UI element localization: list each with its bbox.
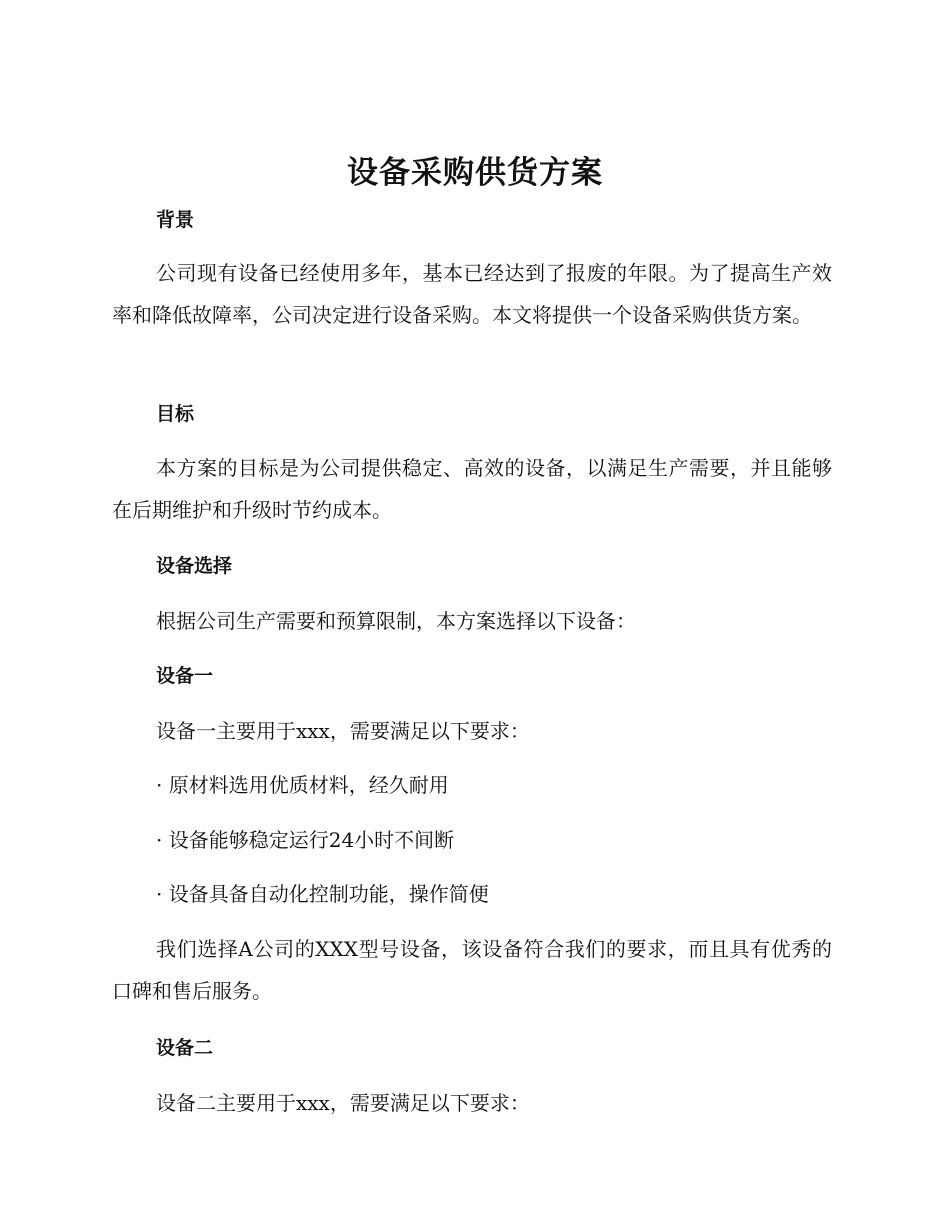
heading-background: 背景 [156, 209, 195, 231]
heading-goal: 目标 [156, 403, 195, 425]
document-title: 设备采购供货方案 [347, 155, 603, 191]
paragraph-background: 公司现有设备已经使用多年，基本已经达到了报废的年限。为了提高生产效率和降低故障率，公司决定进行设备采购。本文将提供一个设备采购供货方案。 [112, 261, 832, 327]
paragraph-device-one-choice: 我们选择A公司的XXX型号设备，该设备符合我们的要求，而且具有优秀的口碑和售后服务。 [112, 937, 832, 1003]
paragraph-device-one-intro: 设备一主要用于xxx，需要满足以下要求： [156, 719, 530, 743]
requirement-item: · 设备具备自动化控制功能，操作简便 [156, 882, 489, 906]
requirement-item: · 设备能够稳定运行24小时不间断 [156, 828, 455, 852]
heading-device-one: 设备一 [156, 665, 214, 687]
paragraph-goal: 本方案的目标是为公司提供稳定、高效的设备，以满足生产需要，并且能够在后期维护和升级时节约成本。 [112, 456, 832, 522]
heading-device-two: 设备二 [156, 1037, 214, 1059]
paragraph-device-two-intro: 设备二主要用于xxx，需要满足以下要求： [156, 1091, 530, 1115]
requirement-item: · 原材料选用优质材料，经久耐用 [156, 773, 449, 797]
paragraph-device-selection: 根据公司生产需要和预算限制，本方案选择以下设备： [156, 609, 636, 633]
heading-device-selection: 设备选择 [156, 555, 233, 577]
